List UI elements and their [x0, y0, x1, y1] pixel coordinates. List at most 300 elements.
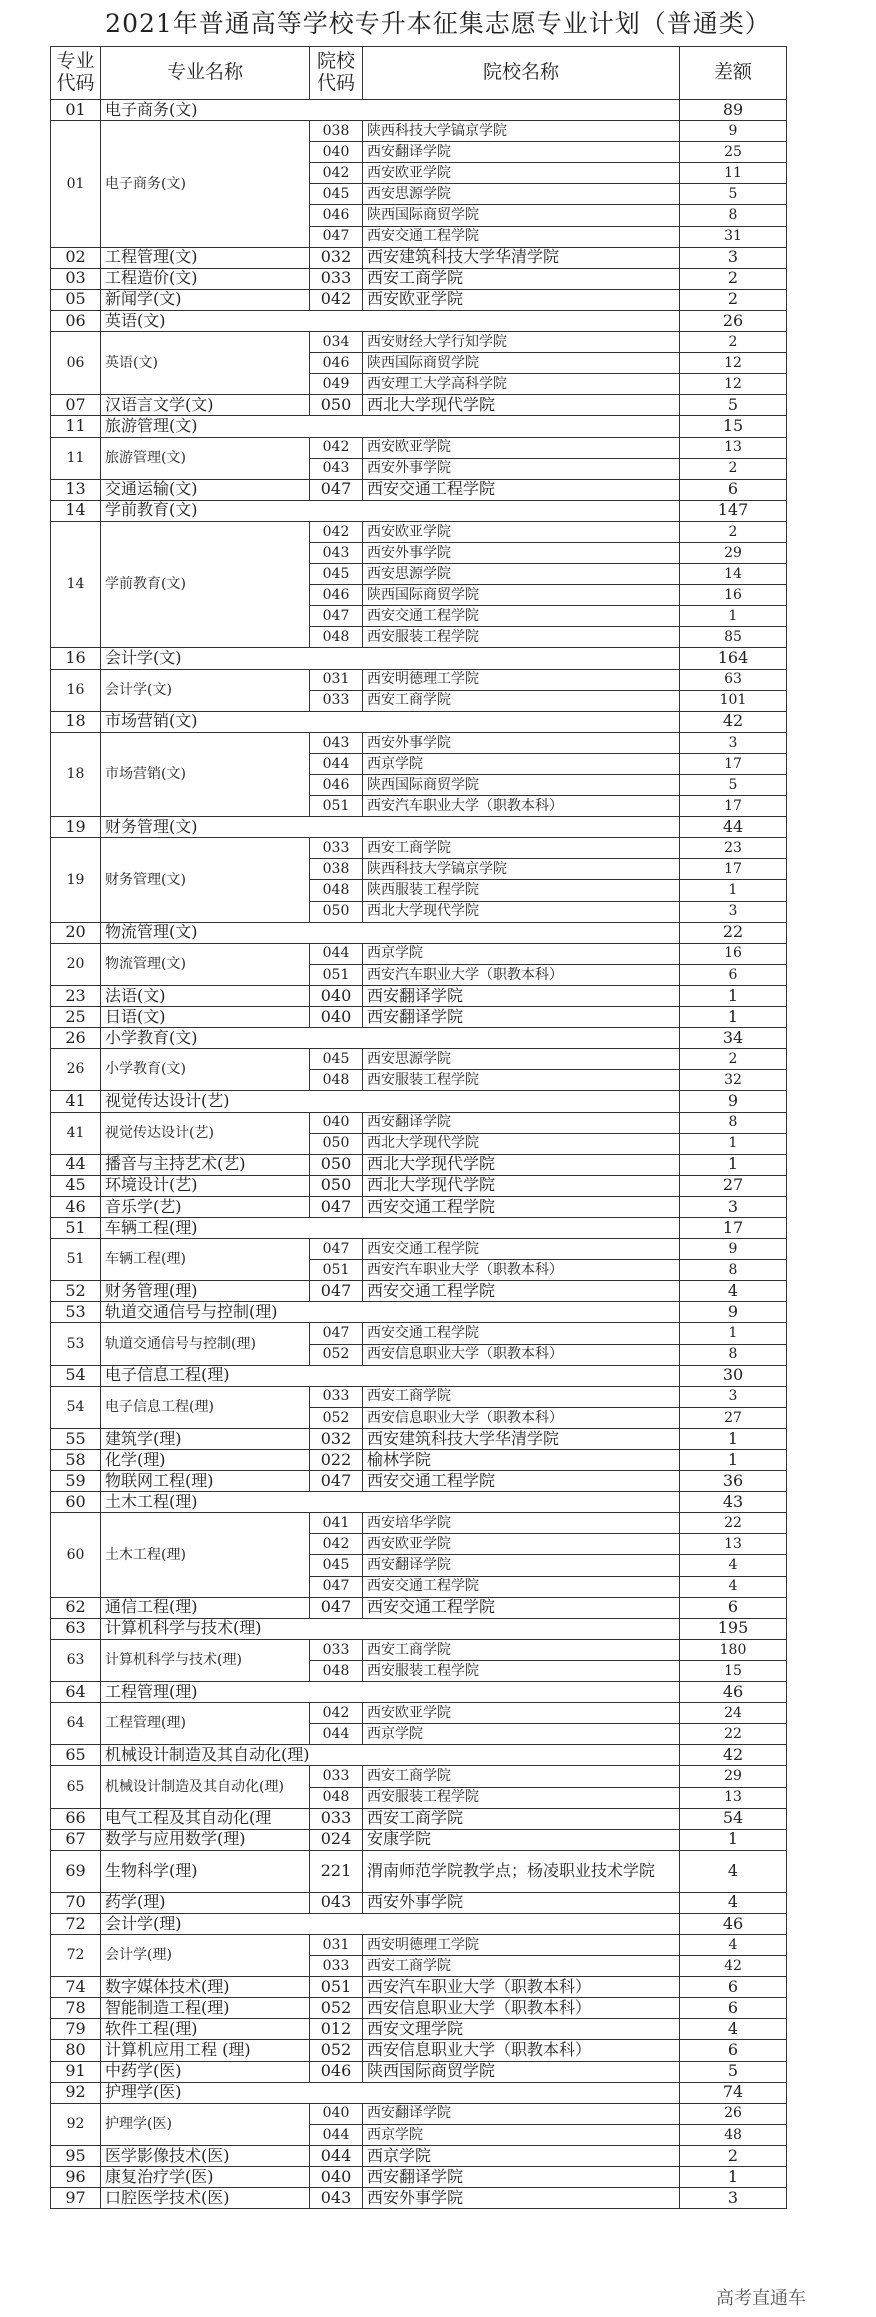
- major-name: 电子商务(文): [101, 100, 680, 121]
- school-code: 044: [310, 943, 363, 964]
- school-code: 031: [310, 1934, 363, 1955]
- quota: 48: [680, 2124, 787, 2145]
- school-name: 西安外事学院: [363, 458, 680, 479]
- major-name: 电子信息工程(理): [101, 1386, 310, 1428]
- school-name: 西安交通工程学院: [363, 1471, 680, 1492]
- major-code: 66: [51, 1808, 101, 1829]
- school-name: 西京学院: [363, 943, 680, 964]
- table-row: [51, 1934, 787, 1955]
- quota: 6: [680, 964, 787, 985]
- quota: 3: [680, 1196, 787, 1217]
- major-code: 03: [51, 268, 101, 289]
- major-code: 13: [51, 479, 101, 500]
- school-code: 042: [310, 289, 363, 310]
- school-code: 033: [310, 1956, 363, 1977]
- quota: 17: [680, 753, 787, 774]
- major-code: 72: [51, 1913, 101, 1934]
- major-name: 旅游管理(文): [101, 437, 310, 479]
- table-row: [51, 1428, 787, 1449]
- school-name: 陕西科技大学镐京学院: [363, 121, 680, 142]
- major-code: 65: [51, 1766, 101, 1808]
- quota: 36: [680, 1471, 787, 1492]
- school-code: 043: [310, 2188, 363, 2209]
- school-code: 033: [310, 1766, 363, 1787]
- school-name: 西京学院: [363, 2124, 680, 2145]
- quota: 6: [680, 1977, 787, 1998]
- quota-total: 9: [680, 1302, 787, 1323]
- quota: 3: [680, 1386, 787, 1407]
- school-name: 西安欧亚学院: [363, 289, 680, 310]
- major-name: 物流管理(文): [101, 922, 680, 943]
- total-row: [51, 1302, 787, 1323]
- major-name: 计算机应用工程 (理): [101, 2040, 310, 2061]
- quota: 8: [680, 1344, 787, 1365]
- quota: 101: [680, 690, 787, 711]
- major-code: 01: [51, 121, 101, 248]
- quota: 16: [680, 585, 787, 606]
- table-row: [51, 669, 787, 690]
- school-name: 西安翻译学院: [363, 1555, 680, 1576]
- major-name: 数字媒体技术(理): [101, 1977, 310, 1998]
- quota-total: 46: [680, 1913, 787, 1934]
- school-code: 050: [310, 395, 363, 416]
- school-code: 046: [310, 205, 363, 226]
- major-name: 土木工程(理): [101, 1513, 310, 1597]
- school-code: 047: [310, 1239, 363, 1260]
- quota: 4: [680, 2019, 787, 2040]
- school-code: 046: [310, 2061, 363, 2082]
- major-name: 轨道交通信号与控制(理): [101, 1323, 310, 1365]
- quota: 5: [680, 775, 787, 796]
- school-code: 045: [310, 1555, 363, 1576]
- major-name: 护理学(医): [101, 2103, 310, 2145]
- major-code: 53: [51, 1323, 101, 1365]
- quota: 3: [680, 2188, 787, 2209]
- school-name: 西安明德理工学院: [363, 1934, 680, 1955]
- table-row: [51, 1850, 787, 1892]
- major-name: 交通运输(文): [101, 479, 310, 500]
- school-code: 049: [310, 374, 363, 395]
- table-row: [51, 1323, 787, 1344]
- school-name: 西安交通工程学院: [363, 1597, 680, 1618]
- quota: 22: [680, 1724, 787, 1745]
- school-name: 西安培华学院: [363, 1513, 680, 1534]
- school-code: 040: [310, 1007, 363, 1028]
- school-name: 西安汽车职业大学（职教本科）: [363, 1260, 680, 1281]
- major-code: 05: [51, 289, 101, 310]
- school-name: 西安交通工程学院: [363, 226, 680, 247]
- major-name: 财务管理(理): [101, 1281, 310, 1302]
- major-name: 视觉传达设计(艺): [101, 1091, 680, 1112]
- school-name: 西北大学现代学院: [363, 1175, 680, 1196]
- school-name: 西安工商学院: [363, 1766, 680, 1787]
- quota-total: 42: [680, 711, 787, 732]
- major-code: 01: [51, 100, 101, 121]
- major-name: 市场营销(文): [101, 732, 310, 816]
- school-code: 012: [310, 2019, 363, 2040]
- school-name: 西安欧亚学院: [363, 437, 680, 458]
- school-name: 西安交通工程学院: [363, 1323, 680, 1344]
- school-code: 044: [310, 2124, 363, 2145]
- major-code: 46: [51, 1196, 101, 1217]
- school-name: 西安欧亚学院: [363, 1534, 680, 1555]
- major-name: 物联网工程(理): [101, 1471, 310, 1492]
- quota-total: 46: [680, 1682, 787, 1703]
- quota: 6: [680, 479, 787, 500]
- quota: 4: [680, 1850, 787, 1892]
- major-name: 工程管理(文): [101, 247, 310, 268]
- major-code: 54: [51, 1386, 101, 1428]
- quota-total: 164: [680, 648, 787, 669]
- quota-total: 147: [680, 500, 787, 521]
- school-code: 042: [310, 1534, 363, 1555]
- major-name: 车辆工程(理): [101, 1217, 680, 1238]
- school-code: 033: [310, 690, 363, 711]
- total-row: [51, 1618, 787, 1639]
- quota: 42: [680, 1956, 787, 1977]
- table-row: [51, 1175, 787, 1196]
- quota: 1: [680, 1133, 787, 1154]
- major-code: 80: [51, 2040, 101, 2061]
- major-name: 汉语言文学(文): [101, 395, 310, 416]
- school-code: 040: [310, 2167, 363, 2188]
- major-name: 口腔医学技术(医): [101, 2188, 310, 2209]
- major-name: 工程造价(文): [101, 268, 310, 289]
- major-name: 英语(文): [101, 332, 310, 395]
- table-row: [51, 1112, 787, 1133]
- school-code: 047: [310, 226, 363, 247]
- school-code: 043: [310, 458, 363, 479]
- quota: 2: [680, 521, 787, 542]
- quota-total: 34: [680, 1028, 787, 1049]
- major-name: 学前教育(文): [101, 521, 310, 648]
- major-code: 52: [51, 1281, 101, 1302]
- school-code: 043: [310, 732, 363, 753]
- quota: 1: [680, 1154, 787, 1175]
- school-name: 西安工商学院: [363, 1956, 680, 1977]
- table-row: [51, 1239, 787, 1260]
- school-code: 052: [310, 1998, 363, 2019]
- total-row: [51, 922, 787, 943]
- quota: 25: [680, 142, 787, 163]
- major-name: 电子信息工程(理): [101, 1365, 680, 1386]
- major-name: 化学(理): [101, 1450, 310, 1471]
- major-code: 59: [51, 1471, 101, 1492]
- school-name: 西安汽车职业大学（职教本科）: [363, 796, 680, 817]
- table-row: [51, 2040, 787, 2061]
- school-name: 西安信息职业大学（职教本科）: [363, 1344, 680, 1365]
- total-row: [51, 100, 787, 121]
- school-name: 西安思源学院: [363, 184, 680, 205]
- quota-total: 43: [680, 1492, 787, 1513]
- major-name: 市场营销(文): [101, 711, 680, 732]
- major-code: 78: [51, 1998, 101, 2019]
- major-code: 18: [51, 732, 101, 816]
- school-name: 西安交通工程学院: [363, 1196, 680, 1217]
- quota: 16: [680, 943, 787, 964]
- table-row: [51, 1998, 787, 2019]
- quota: 54: [680, 1808, 787, 1829]
- total-row: [51, 1745, 787, 1766]
- quota: 85: [680, 627, 787, 648]
- major-name: 会计学(文): [101, 669, 310, 711]
- quota: 3: [680, 901, 787, 922]
- major-code: 26: [51, 1028, 101, 1049]
- major-name: 物流管理(文): [101, 943, 310, 985]
- school-name: 西北大学现代学院: [363, 1133, 680, 1154]
- major-code: 26: [51, 1049, 101, 1091]
- major-code: 19: [51, 838, 101, 922]
- school-name: 西安交通工程学院: [363, 1281, 680, 1302]
- quota: 1: [680, 985, 787, 1006]
- school-name: 西京学院: [363, 753, 680, 774]
- table-row: [51, 332, 787, 353]
- quota: 8: [680, 1260, 787, 1281]
- major-name: 日语(文): [101, 1007, 310, 1028]
- major-code: 79: [51, 2019, 101, 2040]
- school-name: 西安翻译学院: [363, 1112, 680, 1133]
- table-row: [51, 2188, 787, 2209]
- school-name: 西安交通工程学院: [363, 1576, 680, 1597]
- school-code: 033: [310, 1808, 363, 1829]
- quota-total: 17: [680, 1217, 787, 1238]
- quota: 14: [680, 564, 787, 585]
- school-code: 033: [310, 268, 363, 289]
- quota: 4: [680, 1555, 787, 1576]
- school-code: 046: [310, 775, 363, 796]
- major-name: 财务管理(文): [101, 817, 680, 838]
- quota: 17: [680, 859, 787, 880]
- major-code: 23: [51, 985, 101, 1006]
- quota: 2: [680, 458, 787, 479]
- quota: 1: [680, 880, 787, 901]
- school-name: 西安思源学院: [363, 564, 680, 585]
- major-name: 音乐学(艺): [101, 1196, 310, 1217]
- major-code: 91: [51, 2061, 101, 2082]
- school-name: 西安思源学院: [363, 1049, 680, 1070]
- school-code: 040: [310, 142, 363, 163]
- quota-total: 44: [680, 817, 787, 838]
- major-code: 62: [51, 1597, 101, 1618]
- total-row: [51, 648, 787, 669]
- major-name: 机械设计制造及其自动化(理): [101, 1745, 680, 1766]
- school-code: 034: [310, 332, 363, 353]
- school-code: 024: [310, 1829, 363, 1850]
- quota: 12: [680, 374, 787, 395]
- major-name: 电子商务(文): [101, 121, 310, 248]
- major-code: 53: [51, 1302, 101, 1323]
- school-code: 032: [310, 247, 363, 268]
- quota: 5: [680, 184, 787, 205]
- school-name: 西安欧亚学院: [363, 163, 680, 184]
- major-code: 54: [51, 1365, 101, 1386]
- quota: 63: [680, 669, 787, 690]
- quota-total: 26: [680, 310, 787, 331]
- school-code: 050: [310, 1175, 363, 1196]
- major-name: 医学影像技术(医): [101, 2145, 310, 2166]
- major-name: 播音与主持艺术(艺): [101, 1154, 310, 1175]
- school-code: 047: [310, 479, 363, 500]
- quota: 26: [680, 2103, 787, 2124]
- major-code: 72: [51, 1934, 101, 1976]
- major-name: 通信工程(理): [101, 1597, 310, 1618]
- header-school-name: 院校名称: [363, 47, 680, 100]
- table-row: [51, 2145, 787, 2166]
- major-code: 19: [51, 817, 101, 838]
- school-code: 038: [310, 859, 363, 880]
- school-name: 陕西科技大学镐京学院: [363, 859, 680, 880]
- school-code: 051: [310, 1977, 363, 1998]
- quota: 4: [680, 1934, 787, 1955]
- school-code: 041: [310, 1513, 363, 1534]
- major-code: 65: [51, 1745, 101, 1766]
- quota: 31: [680, 226, 787, 247]
- total-row: [51, 310, 787, 331]
- table-row: [51, 1892, 787, 1913]
- table-row: [51, 247, 787, 268]
- table-row: [51, 2061, 787, 2082]
- quota: 2: [680, 332, 787, 353]
- school-code: 048: [310, 880, 363, 901]
- table-row: [51, 943, 787, 964]
- school-name: 西安工商学院: [363, 690, 680, 711]
- major-name: 数学与应用数学(理): [101, 1829, 310, 1850]
- school-name: 西安服装工程学院: [363, 1787, 680, 1808]
- major-code: 45: [51, 1175, 101, 1196]
- major-name: 财务管理(文): [101, 838, 310, 922]
- school-name: 西北大学现代学院: [363, 901, 680, 922]
- major-name: 计算机科学与技术(理): [101, 1639, 310, 1681]
- quota: 1: [680, 1007, 787, 1028]
- school-name: 西安工商学院: [363, 268, 680, 289]
- table-row: [51, 1471, 787, 1492]
- quota: 32: [680, 1070, 787, 1091]
- quota: 13: [680, 1787, 787, 1808]
- major-code: 14: [51, 521, 101, 648]
- school-code: 047: [310, 606, 363, 627]
- table-row: [51, 1703, 787, 1724]
- table-row: [51, 2019, 787, 2040]
- school-name: 西安汽车职业大学（职教本科）: [363, 964, 680, 985]
- school-name: 安康学院: [363, 1829, 680, 1850]
- school-code: 048: [310, 1787, 363, 1808]
- school-code: 043: [310, 1892, 363, 1913]
- major-name: 视觉传达设计(艺): [101, 1112, 310, 1154]
- quota: 8: [680, 1112, 787, 1133]
- quota: 23: [680, 838, 787, 859]
- quota: 1: [680, 2167, 787, 2188]
- school-name: 西安翻译学院: [363, 2103, 680, 2124]
- school-name: 西安翻译学院: [363, 1007, 680, 1028]
- total-row: [51, 500, 787, 521]
- school-name: 西安欧亚学院: [363, 1703, 680, 1724]
- major-name: 护理学(医): [101, 2082, 680, 2103]
- school-name: 西安文理学院: [363, 2019, 680, 2040]
- header-quota: 差额: [680, 47, 787, 100]
- school-name: 西安翻译学院: [363, 985, 680, 1006]
- quota: 9: [680, 1239, 787, 1260]
- quota: 22: [680, 1513, 787, 1534]
- header-major-name: 专业名称: [101, 47, 310, 100]
- quota: 6: [680, 2040, 787, 2061]
- school-name: 西安欧亚学院: [363, 521, 680, 542]
- major-name: 轨道交通信号与控制(理): [101, 1302, 680, 1323]
- major-code: 63: [51, 1618, 101, 1639]
- quota-total: 30: [680, 1365, 787, 1386]
- school-code: 040: [310, 985, 363, 1006]
- major-code: 64: [51, 1682, 101, 1703]
- major-code: 20: [51, 922, 101, 943]
- table-header-row: [51, 47, 787, 100]
- major-code: 16: [51, 669, 101, 711]
- school-code: 052: [310, 1407, 363, 1428]
- major-code: 63: [51, 1639, 101, 1681]
- school-code: 032: [310, 1428, 363, 1449]
- major-name: 土木工程(理): [101, 1492, 680, 1513]
- school-name: 西安信息职业大学（职教本科）: [363, 1998, 680, 2019]
- quota: 17: [680, 796, 787, 817]
- school-code: 047: [310, 1471, 363, 1492]
- quota: 8: [680, 205, 787, 226]
- school-name: 西安明德理工学院: [363, 669, 680, 690]
- school-name: 西安交通工程学院: [363, 479, 680, 500]
- major-name: 电气工程及其自动化(理: [101, 1808, 310, 1829]
- school-name: 西安外事学院: [363, 732, 680, 753]
- school-code: 042: [310, 437, 363, 458]
- school-code: 047: [310, 1196, 363, 1217]
- quota: 29: [680, 1766, 787, 1787]
- quota: 1: [680, 606, 787, 627]
- major-name: 环境设计(艺): [101, 1175, 310, 1196]
- major-name: 工程管理(理): [101, 1703, 310, 1745]
- quota: 4: [680, 1892, 787, 1913]
- school-name: 西京学院: [363, 2145, 680, 2166]
- school-code: 047: [310, 1281, 363, 1302]
- quota: 3: [680, 732, 787, 753]
- table-row: [51, 1154, 787, 1175]
- major-code: 64: [51, 1703, 101, 1745]
- school-name: 榆林学院: [363, 1450, 680, 1471]
- school-name: 西安服装工程学院: [363, 1660, 680, 1681]
- major-name: 工程管理(理): [101, 1682, 680, 1703]
- major-code: 18: [51, 711, 101, 732]
- school-name: 西安信息职业大学（职教本科）: [363, 1407, 680, 1428]
- school-code: 052: [310, 2040, 363, 2061]
- table-row: [51, 1386, 787, 1407]
- school-name: 西安工商学院: [363, 1639, 680, 1660]
- school-name: 西安建筑科技大学华清学院: [363, 1428, 680, 1449]
- school-name: 西安服装工程学院: [363, 627, 680, 648]
- quota: 3: [680, 247, 787, 268]
- major-code: 96: [51, 2167, 101, 2188]
- quota: 6: [680, 1998, 787, 2019]
- school-code: 050: [310, 1133, 363, 1154]
- table-row: [51, 1007, 787, 1028]
- major-name: 中药学(医): [101, 2061, 310, 2082]
- quota: 180: [680, 1639, 787, 1660]
- school-name: 西安工商学院: [363, 1808, 680, 1829]
- table-row: [51, 2167, 787, 2188]
- quota: 2: [680, 289, 787, 310]
- school-name: 西安财经大学行知学院: [363, 332, 680, 353]
- quota: 4: [680, 1281, 787, 1302]
- school-code: 044: [310, 1724, 363, 1745]
- school-name: 陕西国际商贸学院: [363, 2061, 680, 2082]
- table-row: [51, 1281, 787, 1302]
- school-code: 048: [310, 1660, 363, 1681]
- major-code: 55: [51, 1428, 101, 1449]
- school-code: 051: [310, 964, 363, 985]
